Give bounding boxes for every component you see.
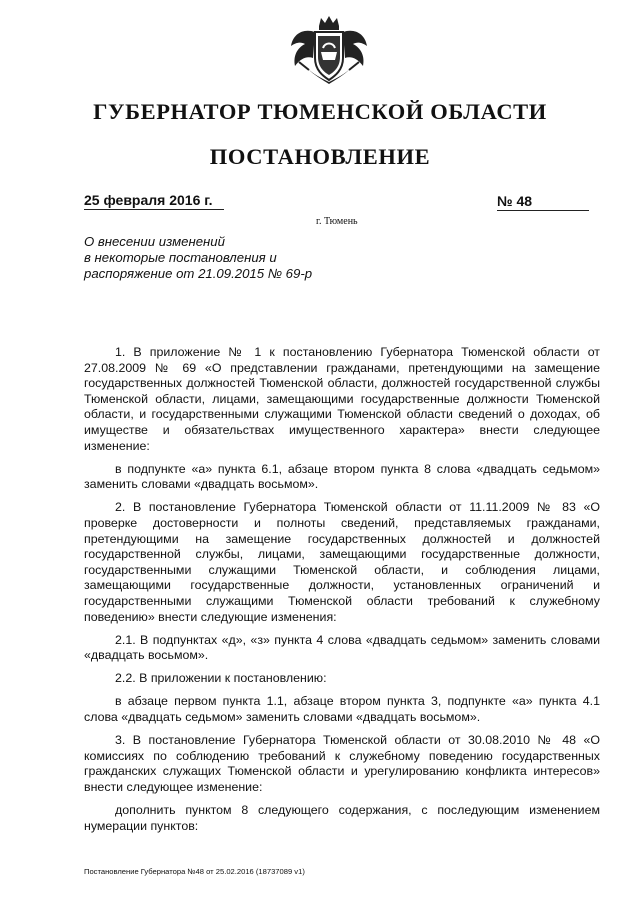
body-paragraph: 2.1. В подпунктах «д», «з» пункта 4 слова «двадцать седьмом» заменить словами «двадцать восьмом». xyxy=(84,632,600,663)
body-paragraph: 1. В приложение № 1 к постановлению Губернатора Тюменской области от 27.08.2009 № 69 «О представлении гражданами, претендующими на замещение государственных должностей Тюменской области, должностей государственной службы Тюменской области, лицами, замещающими государственные должности Тюменской области, и государственными служащими Тюменской области сведений о доходах, об имуществе и обязательствах имущественного характера» внести следующее изменение: xyxy=(84,345,600,453)
document-date: 25 февраля 2016 г. xyxy=(84,192,224,210)
body-paragraph: 2. В постановление Губернатора Тюменской области от 11.11.2009 № 83 «О проверке достоверности и полноты сведений, представляемых гражданами, претендующими на замещение государственных должностей и должностей государственной службы, лицами, замещающими государственные должности, государственными служащими Тюменской области, и соблюдения лицами, замещающими государственные должности, установленных ограничений и государственными служащими Тюменской области требований к служебному поведению» внести следующие изменения: xyxy=(84,500,600,624)
document-type: ПОСТАНОВЛЕНИЕ xyxy=(209,144,431,169)
document-subject xyxy=(84,234,404,282)
subject-line: в некоторые постановления и xyxy=(84,250,277,265)
document-number: № 48 xyxy=(497,193,589,211)
body-paragraph: в подпункте «а» пункта 6.1, абзаце втором пункта 8 слова «двадцать седьмом» заменить словами «двадцать восьмом». xyxy=(84,461,600,492)
subject-line: О внесении изменений xyxy=(84,234,225,249)
body-paragraph: 2.2. В приложении к постановлению: xyxy=(115,671,327,686)
subject-line: распоряжение от 21.09.2015 № 69-р xyxy=(84,266,313,281)
document-footer: Постановление Губернатора №48 от 25.02.2016 (18737089 v1) xyxy=(84,867,305,876)
document-body xyxy=(84,345,600,842)
body-paragraph: дополнить пунктом 8 следующего содержания, с последующим изменением нумерации пунктов: xyxy=(84,802,600,833)
coat-of-arms-icon xyxy=(285,12,373,88)
body-paragraph: в абзаце первом пункта 1.1, абзаце втором пункта 3, подпункте «а» пункта 4.1 слова «двадцать седьмом» заменить словами «двадцать восьмом». xyxy=(84,694,600,724)
government-title: ГУБЕРНАТОР ТЮМЕНСКОЙ ОБЛАСТИ xyxy=(93,99,547,124)
body-paragraph: 3. В постановление Губернатора Тюменской области от 30.08.2010 № 48 «О комиссиях по соблюдению требований к служебному поведению государственных гражданских служащих Тюменской области и урегулированию конфликта интересов» внести следующее изменение: xyxy=(84,733,600,794)
document-city: г. Тюмень xyxy=(316,216,358,227)
